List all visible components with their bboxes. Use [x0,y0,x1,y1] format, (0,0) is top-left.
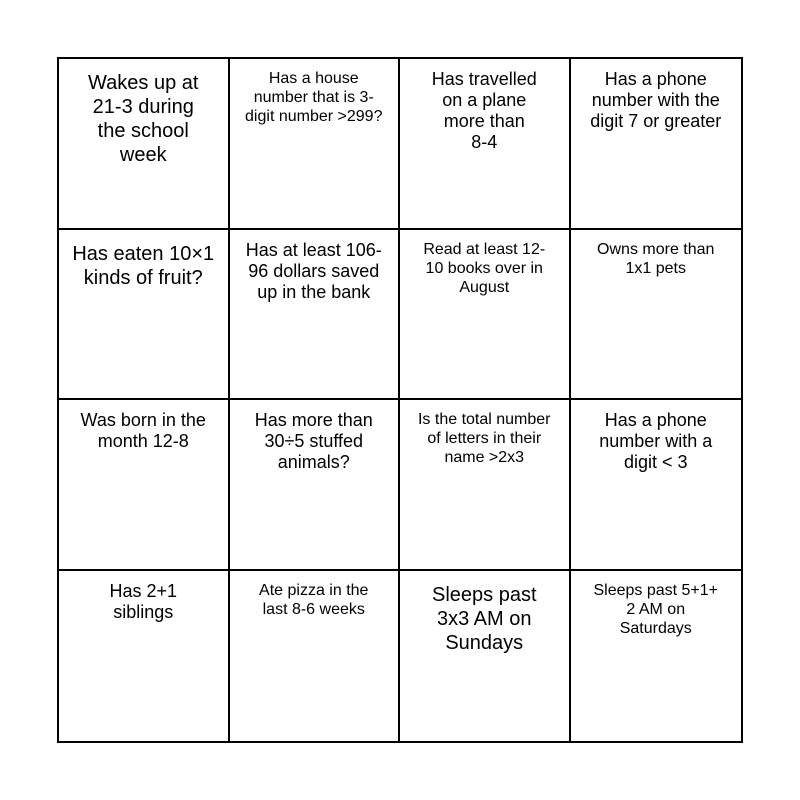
bingo-cell[interactable] [571,571,742,742]
bingo-cell[interactable] [400,571,571,742]
bingo-cell[interactable] [230,230,401,401]
bingo-cell[interactable] [230,400,401,571]
cell-text: Has at least 106- 96 dollars saved up in the bank [245,239,382,302]
bingo-cell[interactable] [59,400,230,571]
cell-text: Is the total number of letters in their name >2x3 [417,411,551,466]
cell-text: Sleeps past 5+1+ 2 AM on Saturdays [593,581,719,637]
bingo-cell[interactable] [400,59,571,230]
bingo-cell[interactable] [571,230,742,401]
bingo-cell[interactable] [59,59,230,230]
cell-text: Has more than 30÷5 stuffed animals? [254,410,373,472]
cell-text: Has eaten 10×1 kinds of fruit? [72,242,215,289]
bingo-cell[interactable] [400,400,571,571]
cell-text: Wakes up at 21-3 during the school week [88,72,199,166]
cell-text: Has a phone number with the digit 7 or greater [590,69,722,131]
cell-text: Owns more than 1x1 pets [597,240,715,277]
cell-text: Read at least 12- 10 books over in August [423,240,546,296]
bingo-cell[interactable] [571,59,742,230]
bingo-cell[interactable] [59,230,230,401]
cell-text: Was born in the month 12-8 [80,410,206,451]
cell-text: Has a house number that is 3- digit number >299? [245,70,383,125]
cell-text: Has a phone number with a digit < 3 [599,410,713,472]
bingo-grid [57,57,743,743]
bingo-cell[interactable] [400,230,571,401]
bingo-cell[interactable] [230,571,401,742]
cell-text: Ate pizza in the last 8-6 weeks [259,581,369,618]
bingo-cell[interactable] [571,400,742,571]
bingo-cell[interactable] [59,571,230,742]
cell-text: Has travelled on a plane more than 8-4 [431,69,537,152]
bingo-cell[interactable] [230,59,401,230]
cell-text: Sleeps past 3x3 AM on Sundays [431,583,537,654]
cell-text: Has 2+1 siblings [109,580,178,622]
